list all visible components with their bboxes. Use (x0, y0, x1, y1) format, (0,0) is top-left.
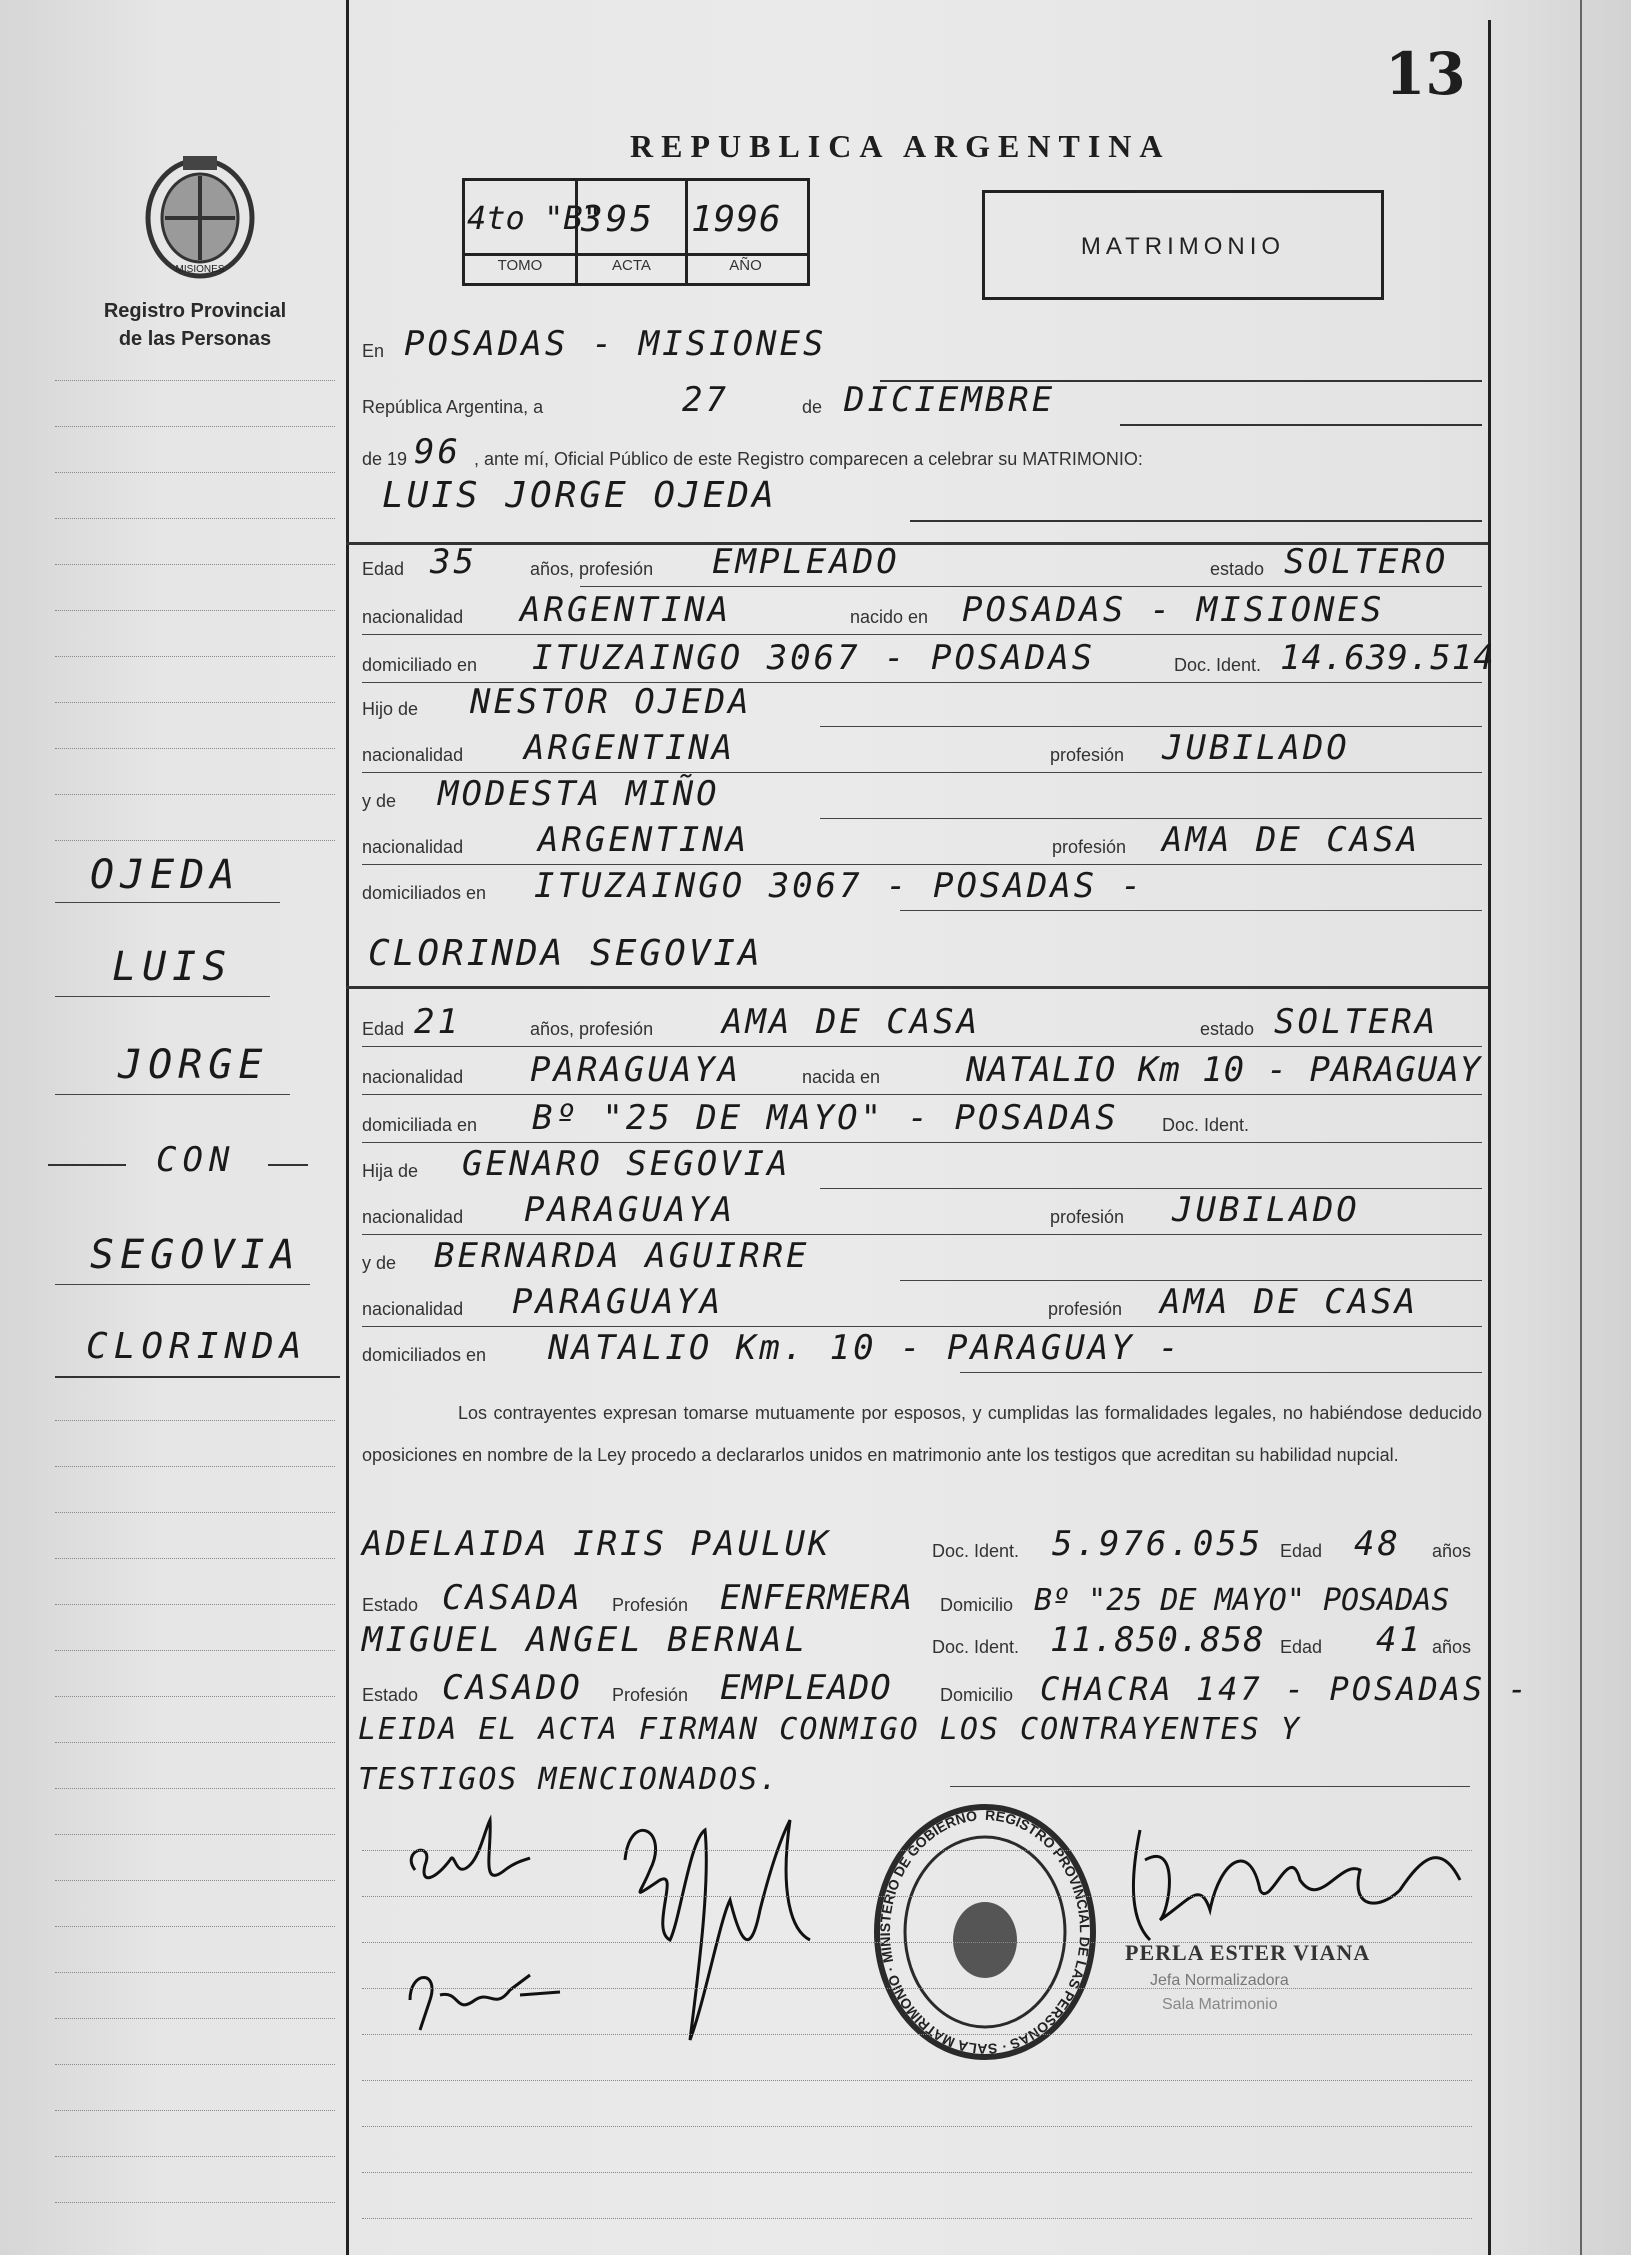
official-title1: Jefa Normalizadora (1150, 1972, 1289, 1989)
groom-padres-dom: ITUZAINGO 3067 - POSADAS - (534, 866, 1145, 906)
bride-domicilio: Bº "25 DE MAYO" - POSADAS (532, 1098, 1119, 1138)
witness1-prof-label: Profesión (612, 1595, 689, 1615)
rule-groom-nat (362, 634, 1482, 635)
witness1-doc-label: Doc. Ident. (932, 1541, 1020, 1561)
margin-rule-5 (55, 1376, 340, 1378)
bride-dom-label: domiciliada en (362, 1115, 478, 1135)
bride-madre-nac: PARAGUAYA (512, 1282, 724, 1322)
groom-name: LUIS JORGE OJEDA (382, 475, 777, 516)
bride-nacida: NATALIO Km 10 - PARAGUAY (966, 1050, 1482, 1090)
bride-madre-prof: AMA DE CASA (1160, 1282, 1419, 1322)
stamp-text: REGISTRO PROVINCIAL DE LAS PERSONAS · SALA MATRIMONIO · MINISTERIO DE GOBIERNO (876, 1806, 1094, 2058)
acta-type-box (982, 190, 1384, 300)
bride-padre-prof: JUBILADO (1172, 1190, 1360, 1230)
rule-bride-nat (362, 1094, 1482, 1095)
bride-padre-prof-label: profesión (1050, 1207, 1125, 1227)
acta-type: MATRIMONIO (1080, 233, 1286, 260)
margin-name-con: CON (156, 1140, 236, 1180)
groom-madre-nac: ARGENTINA (538, 820, 750, 860)
groom-prof-label: años, profesión (530, 559, 654, 579)
bride-doc-label: Doc. Ident. (1162, 1115, 1250, 1135)
closing-line1: LEIDA EL ACTA FIRMAN CONMIGO LOS CONTRAYENTES Y (358, 1712, 1301, 1747)
republica-label: República Argentina, a (362, 397, 544, 417)
acta-label: ACTA (612, 257, 651, 274)
groom-madre-prof-label: profesión (1052, 837, 1127, 857)
signature-bride-icon (400, 1950, 570, 2040)
left-margin-line (346, 0, 349, 2255)
witness1-profesion: ENFERMERA (720, 1578, 914, 1618)
groom-estado-label: estado (1210, 559, 1265, 579)
groom-edad-label: Edad (362, 559, 405, 579)
bride-nacionalidad: PARAGUAYA (530, 1050, 742, 1090)
row-witness1 (362, 1522, 1482, 1568)
anio-value: 1996 (691, 199, 782, 240)
witness1-edad-label: Edad (1280, 1541, 1323, 1561)
row-bride-father (362, 1142, 1482, 1188)
witness1-anos-label: años (1432, 1541, 1472, 1561)
witness2-name: MIGUEL ANGEL BERNAL (362, 1620, 808, 1660)
margin-name-bride-surname: SEGOVIA (90, 1232, 301, 1278)
row-bride-address (362, 1096, 1482, 1142)
witness1-dom-label: Domicilio (940, 1595, 1014, 1615)
groom-padre-prof-label: profesión (1050, 745, 1125, 765)
bride-padre-nac: PARAGUAYA (524, 1190, 736, 1230)
witness1-estado: CASADA (442, 1578, 583, 1618)
row-date (362, 378, 1482, 424)
witness1-estado-label: Estado (362, 1595, 419, 1615)
row-bride-father-nat (362, 1188, 1482, 1234)
groom-padre-nac-label: nacionalidad (362, 745, 464, 765)
tomo-label: TOMO (497, 257, 543, 274)
witness2-dom-label: Domicilio (940, 1685, 1014, 1705)
bride-name: CLORINDA SEGOVIA (368, 933, 763, 974)
margin-dash-right (268, 1164, 308, 1166)
row-place (362, 322, 1482, 368)
signature-witnesses-icon (610, 1800, 830, 2060)
provincial-seal-icon (135, 148, 265, 283)
witness1-edad: 48 (1354, 1524, 1401, 1564)
row-witness2 (362, 1618, 1482, 1664)
signature-official-icon (1120, 1800, 1480, 1960)
bride-padres-dom-label: domiciliados en (362, 1345, 487, 1365)
groom-doc-label: Doc. Ident. (1174, 655, 1262, 675)
groom-doc: 14.639.514 (1280, 638, 1495, 678)
official-name: PERLA ESTER VIANA (1125, 1940, 1371, 1965)
row-bride-mother (362, 1234, 1482, 1280)
seal-label: MISIONES (175, 264, 225, 275)
bride-nacida-label: nacida en (802, 1067, 881, 1087)
bride-nac-label: nacionalidad (362, 1067, 464, 1087)
groom-madre-nac-label: nacionalidad (362, 837, 464, 857)
row-groom-age (362, 540, 1482, 586)
bride-edad: 21 (414, 1002, 461, 1042)
groom-padre-prof: JUBILADO (1162, 728, 1350, 768)
groom-nacido: POSADAS - MISIONES (962, 590, 1385, 630)
bride-madre-prof-label: profesión (1048, 1299, 1123, 1319)
en-label: En (362, 341, 385, 361)
rule-groom-parents (900, 910, 1482, 911)
tomo-value: 4to "B" (467, 199, 602, 237)
statement-text: , ante mí, Oficial Público de este Registro comparecen a celebrar su MATRIMONIO: (474, 449, 1143, 469)
groom-nac-label: nacionalidad (362, 607, 464, 627)
groom-padres-dom-label: domiciliados en (362, 883, 487, 903)
witness2-doc: 11.850.858 (1050, 1620, 1265, 1660)
row-groom-mother-nat (362, 818, 1482, 864)
row-groom-father-nat (362, 726, 1482, 772)
witness1-doc: 5.976.055 (1052, 1524, 1264, 1564)
bride-hija-label: Hija de (362, 1161, 419, 1181)
rule-bride-divider (346, 986, 1488, 989)
registration-box (462, 178, 810, 286)
row-groom-mother (362, 772, 1482, 818)
page-number: 13 (1385, 40, 1466, 108)
row-groom-parents-address (362, 864, 1482, 910)
witness2-estado: CASADO (442, 1668, 583, 1708)
row-groom-name (362, 474, 1482, 520)
row-witness1-details (362, 1576, 1482, 1622)
bride-prof-label: años, profesión (530, 1019, 654, 1039)
groom-dom-label: domiciliado en (362, 655, 478, 675)
groom-madre-prof: AMA DE CASA (1162, 820, 1421, 860)
registry-name-line2: de las Personas (118, 328, 272, 350)
day-value: 27 (682, 380, 729, 420)
groom-padre: NESTOR OJEDA (470, 682, 752, 722)
witness1-name: ADELAIDA IRIS PAULUK (362, 1524, 832, 1564)
place-value: POSADAS - MISIONES (404, 324, 827, 364)
rule-groom-name (910, 520, 1482, 522)
margin-name-bride-first: CLORINDA (86, 1326, 308, 1367)
acta-value: 395 (581, 199, 656, 240)
official-stamp-icon (870, 1800, 1100, 2070)
margin-rule-2 (55, 996, 270, 997)
margin-rule-1 (55, 902, 280, 903)
witness2-profesion: EMPLEADO (720, 1668, 892, 1708)
bride-estado-label: estado (1200, 1019, 1255, 1039)
groom-estado: SOLTERO (1284, 542, 1449, 582)
groom-nacido-label: nacido en (850, 607, 929, 627)
margin-name-first: LUIS (112, 944, 233, 990)
witness2-edad: 41 (1376, 1620, 1423, 1660)
groom-domicilio: ITUZAINGO 3067 - POSADAS (532, 638, 1096, 678)
margin-rule-3 (55, 1094, 290, 1095)
month-value: DICIEMBRE (844, 380, 1056, 420)
witness2-anos-label: años (1432, 1637, 1472, 1657)
bride-madre: BERNARDA AGUIRRE (434, 1236, 810, 1276)
closing-line2: TESTIGOS MENCIONADOS. (358, 1762, 780, 1797)
year-value: 96 (414, 432, 461, 472)
rule-groom-age (580, 586, 1482, 587)
witness2-estado-label: Estado (362, 1685, 419, 1705)
bride-padre: GENARO SEGOVIA (462, 1144, 791, 1184)
margin-dash-left (48, 1164, 126, 1166)
registry-name-line1: Registro Provincial (103, 300, 287, 322)
right-edge-line (1580, 0, 1582, 2255)
groom-hijo-label: Hijo de (362, 699, 419, 719)
row-groom-address (362, 636, 1495, 682)
bride-madre-nac-label: nacionalidad (362, 1299, 464, 1319)
bride-estado: SOLTERA (1274, 1002, 1439, 1042)
witness2-prof-label: Profesión (612, 1685, 689, 1705)
row-bride-nationality (362, 1048, 1482, 1094)
rule-bride-age (362, 1046, 1482, 1047)
rule-closing (950, 1786, 1470, 1787)
row-bride-parents-address (362, 1326, 1482, 1372)
bride-profesion: AMA DE CASA (722, 1002, 981, 1042)
row-bride-name (362, 932, 1482, 978)
bride-padre-nac-label: nacionalidad (362, 1207, 464, 1227)
bride-edad-label: Edad (362, 1019, 405, 1039)
margin-rule-4 (55, 1284, 310, 1285)
declaration-text: Los contrayentes expresan tomarse mutuamente por esposos, y cumplidas las formalidades legales, no habiéndose deducido oposiciones en nombre de la Ley procedo a declararlos unidos en matrimonio ante los testigos que acreditan su habilidad nupcial. (362, 1403, 1482, 1465)
signature-groom-icon (395, 1810, 535, 1920)
witness2-edad-label: Edad (1280, 1637, 1323, 1657)
de-label: de (802, 397, 823, 417)
groom-madre: MODESTA MIÑO (438, 774, 720, 814)
row-witness2-details (362, 1666, 1530, 1712)
groom-yde-label: y de (362, 791, 397, 811)
rule-bride-parents (960, 1372, 1482, 1373)
groom-nacionalidad: ARGENTINA (520, 590, 732, 630)
year-prefix: de 19 (362, 449, 408, 469)
right-margin-line (1488, 20, 1491, 2255)
witness2-doc-label: Doc. Ident. (932, 1637, 1020, 1657)
witness2-domicilio: CHACRA 147 - POSADAS - (1040, 1670, 1530, 1708)
witness1-domicilio: Bº "25 DE MAYO" POSADAS (1034, 1583, 1450, 1618)
country-title: REPUBLICA ARGENTINA (630, 128, 1171, 164)
bride-padres-dom: NATALIO Km. 10 - PARAGUAY - (548, 1328, 1182, 1368)
groom-edad: 35 (430, 542, 477, 582)
groom-padre-nac: ARGENTINA (524, 728, 736, 768)
rule-date (1120, 424, 1482, 426)
groom-profesion: EMPLEADO (712, 542, 900, 582)
row-bride-mother-nat (362, 1280, 1482, 1326)
anio-label: AÑO (729, 257, 762, 274)
margin-name-surname: OJEDA (90, 852, 241, 898)
margin-name-middle: JORGE (118, 1042, 269, 1088)
row-groom-father (362, 680, 1482, 726)
row-groom-nationality (362, 588, 1482, 634)
bride-yde-label: y de (362, 1253, 397, 1273)
row-year (362, 430, 1482, 476)
official-title2: Sala Matrimonio (1162, 1996, 1278, 2013)
row-bride-age (362, 1000, 1482, 1046)
